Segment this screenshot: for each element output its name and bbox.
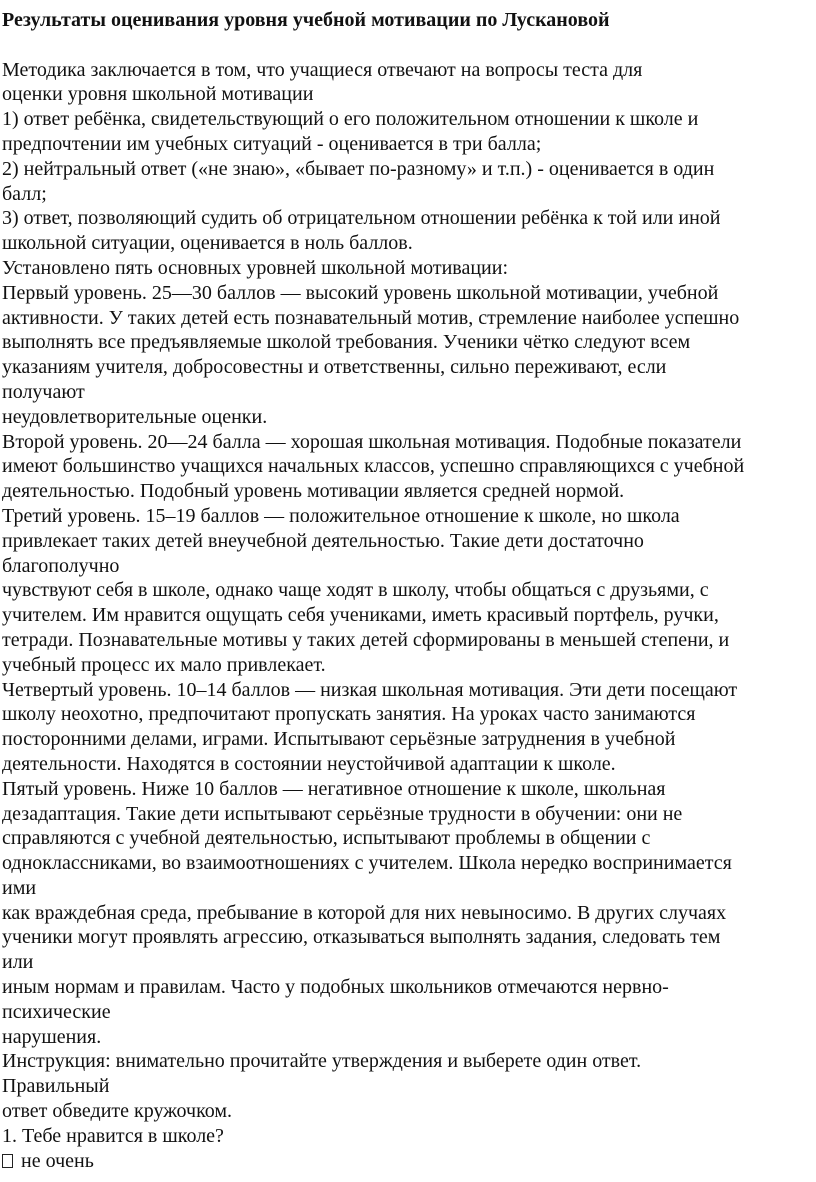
text-line: психические [2, 1000, 111, 1023]
text-line: деятельности. Находятся в состоянии неустойчивой адаптации к школе. [2, 752, 616, 775]
text-line: получают [2, 380, 85, 403]
text-line: выполнять все предъявляемые школой требования. Ученики чётко следуют всем [2, 331, 691, 354]
text-line: школу неохотно, предпочитают пропускать занятия. На уроках часто занимаются [2, 703, 696, 726]
text-line: оценки уровня школьной мотивации [2, 83, 314, 106]
text-line: тетради. Познавательные мотивы у таких детей сформированы в меньшей степени, и [2, 628, 730, 651]
text-line: ответ обведите кружочком. [2, 1100, 233, 1123]
text-line: Инструкция: внимательно прочитайте утверждения и выберете один ответ. [2, 1050, 642, 1073]
text-line: Методика заключается в том, что учащиеся отвечают на вопросы теста для [2, 58, 643, 81]
answer-option-1[interactable] [2, 1149, 816, 1174]
text-line: благополучно [2, 554, 120, 577]
text-line: привлекает таких детей внеучебной деятельностью. Такие дети достаточно [2, 529, 644, 552]
text-line: дезадаптация. Такие дети испытывают серьёзные трудности в обучении: они не [2, 802, 683, 825]
text-line: деятельностью. Подобный уровень мотивации является средней нормой. [2, 480, 625, 503]
text-line: Установлено пять основных уровней школьной мотивации: [2, 256, 508, 279]
text-line: 3) ответ, позволяющий судить об отрицательном отношении ребёнка к той или иной [2, 207, 721, 230]
checkbox-icon[interactable] [2, 1154, 13, 1168]
text-line: чувствуют себя в школе, однако чаще ходят в школу, чтобы общаться с друзьями, с [2, 579, 709, 602]
text-line: балл; [2, 182, 47, 205]
text-line: справляются с учебной деятельностью, испытывают проблемы в общении с [2, 827, 651, 850]
text-line: ими [2, 876, 37, 899]
text-line: нарушения. [2, 1025, 102, 1048]
text-line: или [2, 951, 34, 974]
text-line: Правильный [2, 1075, 110, 1098]
text-line: одноклассниками, во взаимоотношениях с учителем. Школа нередко воспринимается [2, 852, 732, 875]
text-line: Второй уровень. 20—24 балла — хорошая школьная мотивация. Подобные показатели [2, 430, 742, 453]
text-line: Первый уровень. 25—30 баллов — высокий уровень школьной мотивации, учебной [2, 281, 719, 304]
document-title: Результаты оценивания уровня учебной мотивации по Лускановой [2, 9, 610, 31]
text-line: учебный процесс их мало привлекает. [2, 653, 326, 676]
text-line: 2) нейтральный ответ («не знаю», «бывает по-разному» и т.п.) - оценивается в один [2, 157, 715, 180]
text-line: неудовлетворительные оценки. [2, 405, 268, 428]
text-line: активности. У таких детей есть познавательный мотив, стремление наиболее успешно [2, 306, 740, 329]
text-line: иным нормам и правилам. Часто у подобных школьников отмечаются нервно- [2, 976, 669, 999]
text-line: школьной ситуации, оценивается в ноль баллов. [2, 232, 413, 255]
text-line: ученики могут проявлять агрессию, отказываться выполнять задания, следовать тем [2, 926, 721, 949]
text-line: имеют большинство учащихся начальных классов, успешно справляющихся с учебной [2, 455, 745, 478]
text-line: Четвертый уровень. 10–14 баллов — низкая школьная мотивация. Эти дети посещают [2, 678, 738, 701]
text-line: как враждебная среда, пребывание в которой для них невыносимо. В других случаях [2, 901, 727, 924]
answer-option-label: не очень [21, 1149, 94, 1172]
blank-line [2, 33, 816, 58]
text-line: Третий уровень. 15–19 баллов — положительное отношение к школе, но школа [2, 504, 680, 527]
text-line: Пятый уровень. Ниже 10 баллов — негативное отношение к школе, школьная [2, 777, 666, 800]
question-1: 1. Тебе нравится в школе? [2, 1124, 224, 1147]
text-line: 1) ответ ребёнка, свидетельствующий о его положительном отношении к школе и [2, 108, 699, 131]
text-line: указаниям учителя, добросовестны и ответственны, сильно переживают, если [2, 356, 667, 379]
text-line: посторонними делами, играми. Испытывают серьёзные затруднения в учебной [2, 728, 676, 751]
text-line: предпочтении им учебных ситуаций - оценивается в три балла; [2, 132, 542, 155]
text-line: учителем. Им нравится ощущать себя учениками, иметь красивый портфель, ручки, [2, 604, 719, 627]
